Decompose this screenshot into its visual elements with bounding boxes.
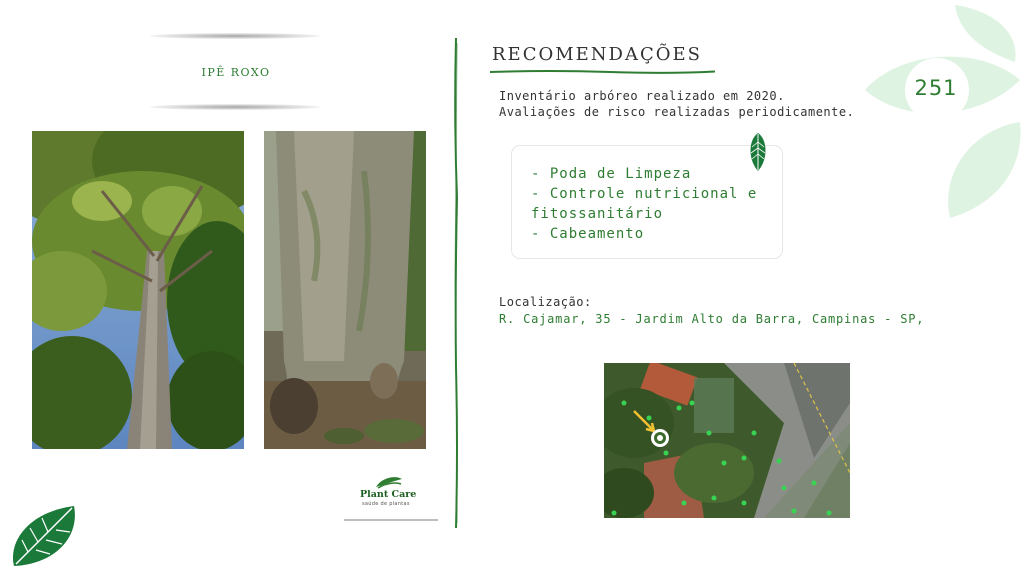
- recommendation-item: - Controle nutricional e fitossanitário: [531, 186, 758, 222]
- intro-text: Inventário arbóreo realizado em 2020. Avaliações de risco realizadas periodicamente.: [499, 89, 855, 119]
- logo-name: Plant Care: [360, 489, 417, 500]
- location-marker-icon: [651, 429, 669, 447]
- tree-canopy-photo: [32, 131, 244, 449]
- leaf-icon: [374, 475, 404, 489]
- species-name: IPÊ ROXO: [201, 66, 271, 79]
- page-number: 251: [914, 76, 958, 100]
- plant-care-logo: [350, 475, 430, 525]
- tree-trunk-photo: [264, 131, 426, 449]
- vertical-divider: [452, 38, 460, 528]
- title-divider-bottom: [150, 104, 320, 110]
- logo-underline: [344, 519, 438, 521]
- location-address: R. Cajamar, 35 - Jardim Alto da Barra, Campinas - SP,: [499, 312, 925, 326]
- decorative-leaf-bottom-left: [8, 502, 82, 570]
- recommendation-item: - Poda de Limpeza: [531, 166, 692, 182]
- decorative-leaves-top-right: [860, 0, 1024, 225]
- recommendations-list: [531, 164, 771, 244]
- logo-tagline: saúde de plantas: [362, 501, 410, 507]
- title-divider-top: [150, 33, 320, 39]
- location-map: [604, 363, 850, 518]
- recommendations-underline: [490, 70, 715, 74]
- location-label: Localização:: [499, 295, 592, 309]
- recommendations-title: RECOMENDAÇÕES: [492, 44, 702, 65]
- recommendation-item: - Cabeamento: [531, 226, 645, 242]
